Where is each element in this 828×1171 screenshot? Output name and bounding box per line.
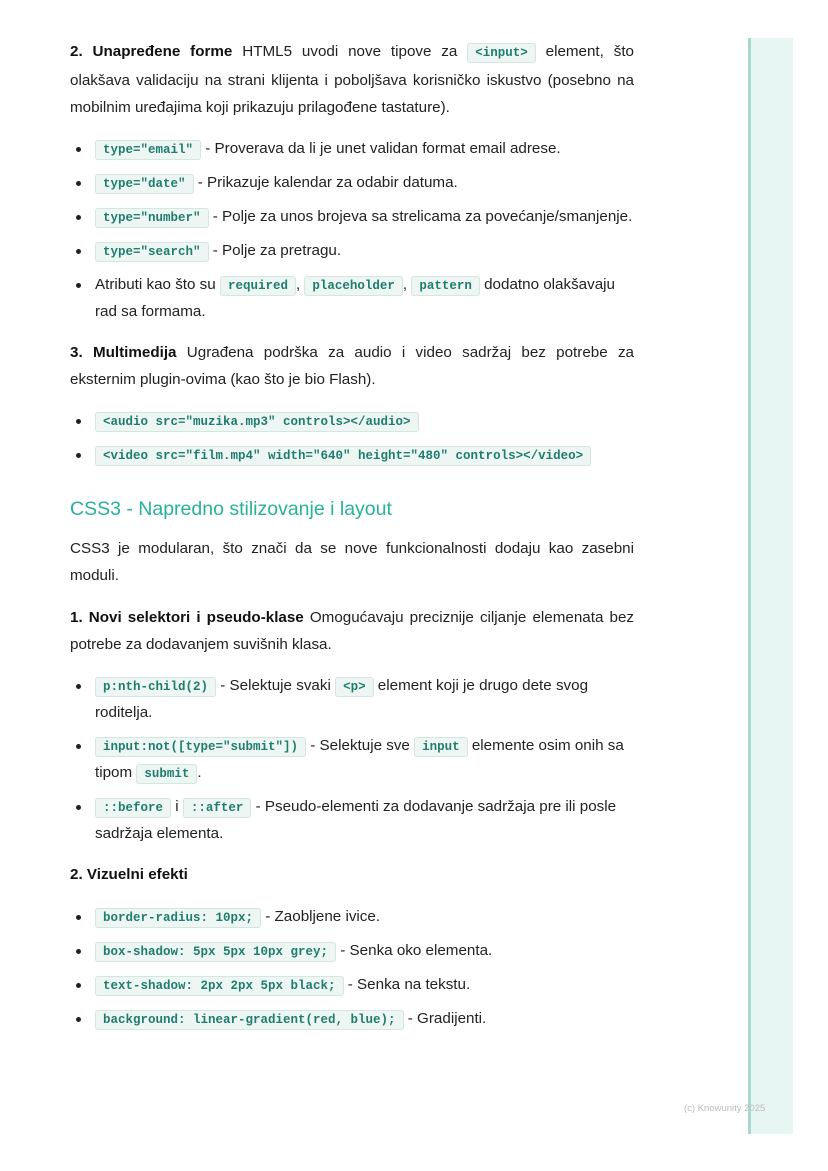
list-item-text: elemente osim onih sa tipom [95,737,624,781]
list-item [70,170,634,197]
list-item-text: - Senka oko elementa. [336,942,493,959]
inline-code: pattern [411,276,480,296]
multimedia-list [70,408,634,469]
css3-intro: CSS3 je modularan, što znači da se nove funkcionalnosti dodaju kao zasebni moduli. [70,540,634,584]
list-item-text: - Zaobljene ivice. [261,908,381,925]
inline-code: box-shadow: 5px 5px 10px grey; [95,942,336,962]
list-item-text: - Selektuje svaki [216,677,336,694]
list-item [70,938,634,965]
inline-code: background: linear-gradient(red, blue); [95,1010,404,1030]
copyright-footer: (c) Knowunity 2025 [684,1103,766,1114]
list-item-text: - Polje za pretragu. [208,242,342,259]
inline-code: submit [136,764,197,784]
list-item [70,408,634,435]
inline-code: ::after [183,798,252,818]
forms-list [70,136,634,325]
list-item-text: element koji je drugo dete svog roditelja. [95,677,589,721]
inline-code: <p> [335,677,374,697]
list-item-text: i [171,798,183,815]
multimedia-paragraph [70,339,634,393]
forms-text: element, što olakšava validaciju na strani klijenta i poboljšava korisničko iskustvo (posebno na mobilnim uređajima koji prikazuju prilagođene tastature). [70,43,635,116]
selectors-text: Omogućavaju preciznije ciljanje elemenata bez potrebe za dodavanjem suvišnih klasa. [70,609,634,653]
list-item-text: - Gradijenti. [403,1010,487,1027]
list-item-text: - Senka na tekstu. [343,976,471,993]
separator: , [402,276,412,293]
forms-paragraph [70,38,634,121]
list-item-text: Atributi kao što su [95,276,220,293]
list-item-text: - Selektuje sve [306,737,415,754]
list-item [70,972,634,999]
inline-code: <audio src="muzika.mp3" controls></audio> [95,412,419,432]
separator: , [295,276,305,293]
inline-code: placeholder [304,276,403,296]
inline-code: type="email" [95,140,201,160]
multimedia-title: 3. Multimedija [70,344,177,361]
list-item [70,794,634,847]
inline-code: ::before [95,798,171,818]
forms-text: HTML5 uvodi nove tipove za [232,43,468,60]
inline-code: input [414,737,468,757]
list-item-text: dodatno olakšavaju rad sa formama. [95,276,615,320]
selectors-title: 1. Novi selektori i pseudo-klase [70,609,304,626]
inline-code: <video src="film.mp4" width="640" height="480" controls></video> [95,446,591,466]
effects-list [70,904,634,1033]
list-item [70,238,634,265]
inline-code: input:not([type="submit"]) [95,737,306,757]
list-item-text: . [197,764,202,781]
selectors-paragraph [70,604,634,658]
list-item [70,442,634,469]
list-item-text: - Proverava da li je unet validan format email adrese. [201,140,561,157]
inline-code: <input> [467,43,536,63]
right-margin-bar [748,38,793,1134]
list-item [70,673,634,726]
multimedia-text: Ugrađena podrška za audio i video sadržaj bez potrebe za eksternim plugin-ovima (kao što je bio Flash). [70,344,634,388]
inline-code: p:nth-child(2) [95,677,216,697]
inline-code: required [220,276,296,296]
list-item-text: - Prikazuje kalendar za odabir datuma. [193,174,458,191]
list-item [70,1006,634,1033]
list-item-text: - Pseudo-elementi za dodavanje sadržaja pre ili posle sadržaja elementa. [95,798,617,842]
css3-heading: CSS3 - Napredno stilizovanje i layout [70,498,392,520]
list-item [70,136,634,163]
forms-title: 2. Unapređene forme [70,43,233,60]
list-item-text: - Polje za unos brojeva sa strelicama za povećanje/smanjenje. [208,208,633,225]
effects-title: 2. Vizuelni efekti [70,866,188,883]
inline-code: text-shadow: 2px 2px 5px black; [95,976,344,996]
inline-code: type="date" [95,174,194,194]
list-item [70,733,634,787]
inline-code: type="number" [95,208,209,228]
list-item [70,204,634,231]
inline-code: border-radius: 10px; [95,908,261,928]
inline-code: type="search" [95,242,209,262]
list-item [70,272,634,325]
document-page [70,38,634,1047]
list-item [70,904,634,931]
selectors-list [70,673,634,847]
